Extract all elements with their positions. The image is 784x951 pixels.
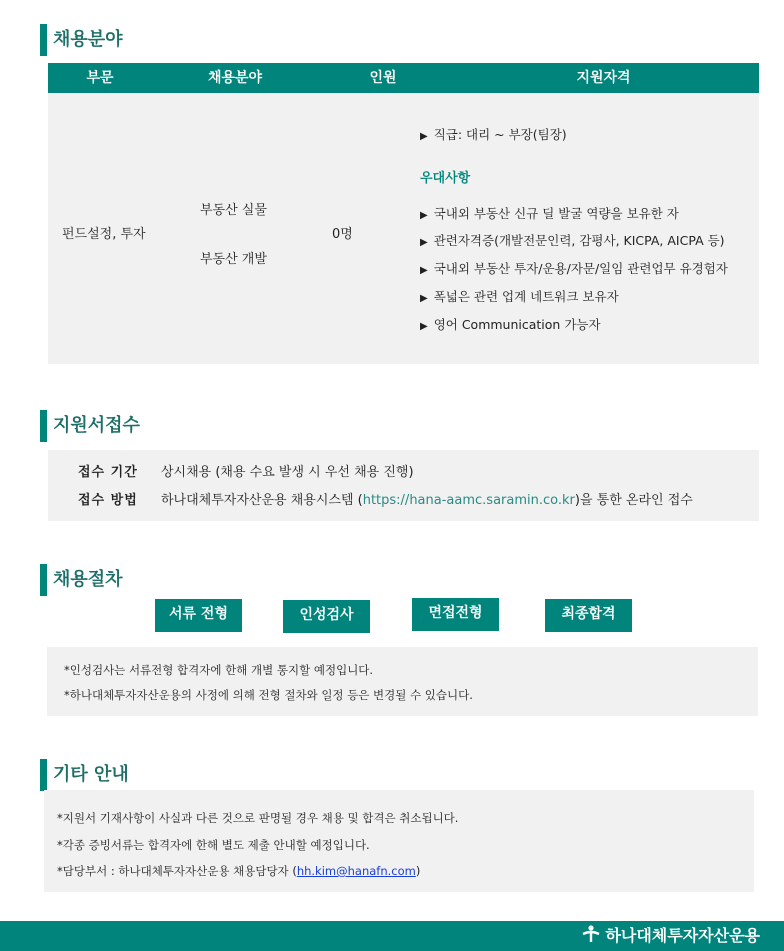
apply-period-value: 상시채용 (채용 수요 발생 시 우선 채용 진행) (161, 465, 414, 480)
table-header (48, 63, 759, 93)
logo-text: 하나대체투자자산운용 (605, 926, 760, 945)
etc-note: *각종 증빙서류는 합격자에 한해 별도 제출 안내할 예정입니다. (57, 838, 370, 852)
triangle-bullet-icon: ▶ (420, 210, 428, 221)
step-final: 최종합격 (545, 599, 632, 632)
apply-method-row (48, 489, 759, 509)
header-dept: 부문 (86, 70, 114, 86)
triangle-bullet-icon: ▶ (420, 321, 428, 332)
apply-method-label: 접수 방법 (78, 493, 138, 508)
triangle-bullet-icon: ▶ (420, 265, 428, 276)
section-title-etc: 기타 안내 (40, 759, 129, 791)
step-personality: 인성검사 (283, 600, 370, 633)
step-document: 서류 전형 (155, 599, 242, 632)
pref-item: ▶ 관련자격증(개발전문인력, 감평사, KICPA, AICPA 등) (420, 233, 725, 248)
section-title-field: 채용분야 (40, 24, 123, 56)
hana-logo-icon (581, 921, 601, 951)
pref-title: 우대사항 (420, 171, 471, 186)
qual-rank: ▶ 직급: 대리 ~ 부장(팀장) (420, 127, 567, 142)
header-qualification: 지원자격 (576, 70, 631, 86)
dept-cell: 펀드설정, 투자 (62, 227, 146, 242)
triangle-bullet-icon: ▶ (420, 237, 428, 248)
pref-item: ▶ 국내외 부동산 투자/운용/자문/일임 관련업무 유경험자 (420, 261, 728, 276)
section-title-process: 채용절차 (40, 564, 123, 596)
contact-email-link[interactable]: hh.kim@hanafn.com (296, 864, 416, 878)
footer-bar (0, 921, 784, 951)
apply-period-label: 접수 기간 (78, 465, 138, 480)
etc-note: *지원서 기재사항이 사실과 다른 것으로 판명될 경우 채용 및 합격은 취소됩니다. (57, 811, 459, 825)
apply-period-row (48, 461, 759, 481)
headcount-cell: 0명 (332, 227, 353, 242)
apply-box (48, 450, 759, 521)
header-field: 채용분야 (207, 70, 263, 86)
triangle-bullet-icon: ▶ (420, 131, 428, 142)
process-notes-box (47, 647, 758, 716)
apply-method-value: 하나대체투자자산운용 채용시스템 (https://hana-aamc.saramin.co.kr)을 통한 온라인 접수 (161, 493, 693, 508)
etc-contact: *담당부서 : 하나대체투자자산운용 채용담당자 (hh.kim@hanafn.com) (57, 864, 421, 878)
pref-item: ▶ 폭넓은 관련 업계 네트워크 보유자 (420, 289, 619, 304)
header-headcount: 인원 (369, 70, 397, 86)
field-cell-2: 부동산 개발 (200, 252, 267, 267)
step-interview: 면접전형 (412, 598, 499, 631)
table-body (48, 93, 759, 364)
process-note: *인성검사는 서류전형 합격자에 한해 개별 통지할 예정입니다. (64, 663, 374, 677)
pref-item: ▶ 영어 Communication 가능자 (420, 317, 601, 332)
section-title-apply: 지원서접수 (40, 410, 140, 442)
company-logo (581, 921, 760, 951)
pref-item: ▶ 국내외 부동산 신규 딜 발굴 역량을 보유한 자 (420, 206, 679, 221)
etc-notes-box (44, 790, 754, 892)
triangle-bullet-icon: ▶ (420, 293, 428, 304)
field-cell-1: 부동산 실물 (200, 203, 267, 218)
process-note: *하나대체투자자산운용의 사정에 의해 전형 절차와 일정 등은 변경될 수 있습니다. (64, 688, 473, 702)
apply-link[interactable]: https://hana-aamc.saramin.co.kr (362, 493, 575, 508)
